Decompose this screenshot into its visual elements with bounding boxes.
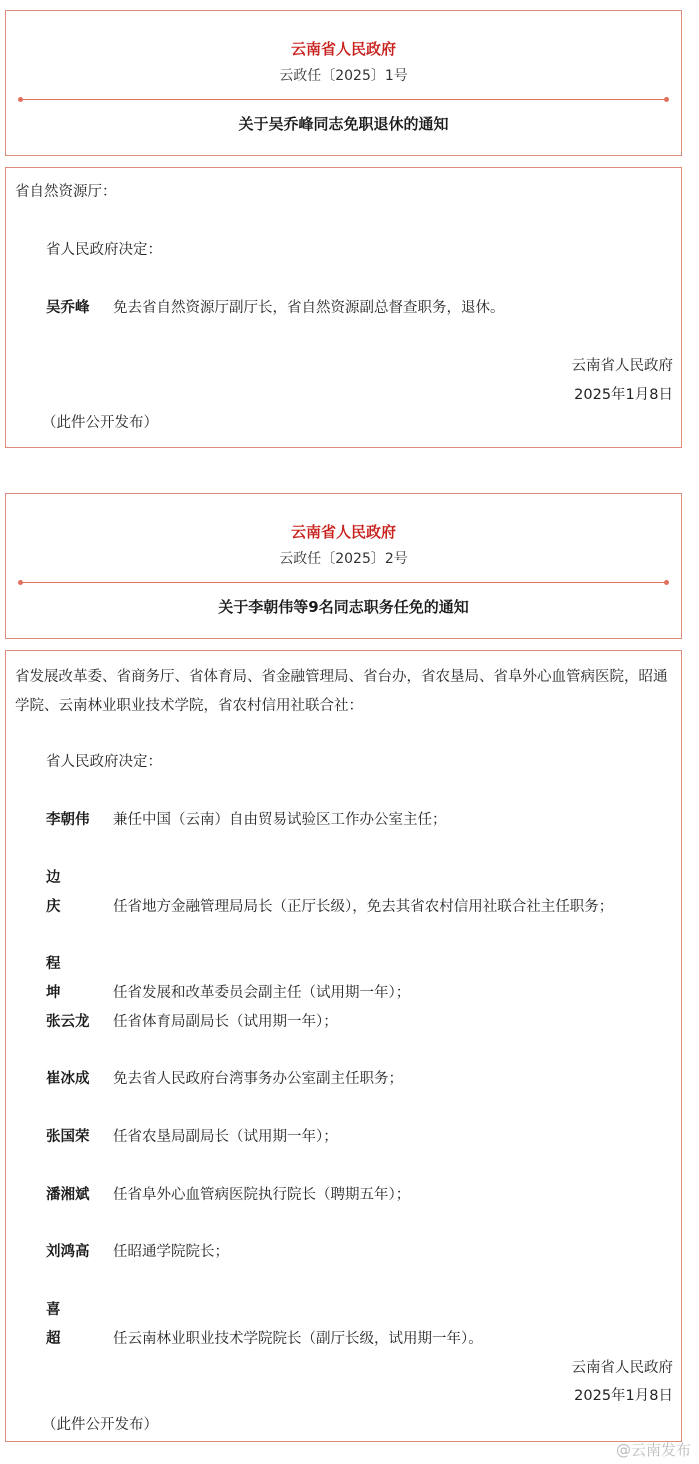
doc2-issuer: 云南省人民政府 (290, 523, 396, 541)
appointment-text: 兼任中国（云南）自由贸易试验区工作办公室主任； (113, 812, 447, 828)
weibo-watermark: @云南发布 (615, 1441, 691, 1459)
doc2-addressee: 省发展改革委、省商务厅、省体育局、省金融管理局、省台办，省农垦局、省阜外心血管病医院，昭通学院、云南林业职业技术学院，省农村信用社联合社： (15, 669, 668, 714)
doc2-header (5, 493, 682, 639)
appointee-name: 程坤 (46, 956, 73, 1001)
doc2-appointment (46, 1065, 673, 1094)
appointment-text: 任昭通学院院长； (113, 1244, 229, 1260)
doc1-publish-note: （此件公开发布） (42, 415, 158, 431)
doc2-signature: 云南省人民政府 (571, 1360, 673, 1376)
doc2-appointment (46, 806, 673, 835)
doc1-addressee: 省自然资源厅： (15, 184, 117, 200)
appointment-text: 任省发展和改革委员会副主任（试用期一年）； (113, 985, 411, 1001)
doc2-appointment (46, 1123, 673, 1152)
doc1-date: 2025年1月8日 (574, 387, 673, 403)
appointment-text: 任云南林业职业技术学院院长（副厅长级，试用期一年）。 (113, 1331, 483, 1347)
appointee-name: 边庆 (46, 870, 73, 915)
appointee-name: 潘湘斌 (46, 1187, 90, 1203)
doc2-appointment (46, 1008, 673, 1037)
doc2-appointment (46, 950, 673, 1008)
doc1-body (5, 167, 682, 448)
doc2-date: 2025年1月8日 (574, 1388, 673, 1404)
appointment-text: 任省体育局副局长（试用期一年）； (113, 1014, 338, 1030)
doc1-header (5, 10, 682, 156)
doc1-red-divider (20, 99, 667, 100)
doc2-title: 关于李朝伟等9名同志职务任免的通知 (218, 598, 469, 616)
appointment-text: 免去省人民政府台湾事务办公室副主任职务； (113, 1071, 403, 1087)
appointee-name: 李朝伟 (46, 812, 90, 828)
doc2-appointment (15, 864, 673, 922)
doc2-publish-note: （此件公开发布） (42, 1417, 158, 1433)
doc2-appointment (46, 1238, 673, 1267)
appointee-name: 刘鸿高 (46, 1244, 90, 1260)
doc2-body (5, 650, 682, 1442)
doc2-appointment (46, 1181, 673, 1210)
doc1-issuer: 云南省人民政府 (290, 40, 396, 58)
doc2-appointment (46, 1296, 673, 1354)
doc1-appointment (46, 294, 673, 323)
appointee-name: 张国荣 (46, 1129, 90, 1145)
appointee-name: 张云龙 (46, 1014, 90, 1030)
appointee-name: 吴乔峰 (46, 300, 90, 316)
appointee-name: 崔冰成 (46, 1071, 90, 1087)
doc2-doc-number: 云政任〔2025〕2号 (279, 551, 408, 567)
doc1-title: 关于吴乔峰同志免职退休的通知 (238, 115, 449, 133)
appointee-name: 喜超 (46, 1302, 73, 1347)
doc1-decision: 省人民政府决定： (46, 242, 162, 258)
appointment-text: 任省地方金融管理局局长（正厅长级），免去其省农村信用社联合社主任职务； (113, 899, 614, 915)
doc1-doc-number: 云政任〔2025〕1号 (279, 68, 408, 84)
appointment-text: 任省农垦局副局长（试用期一年）； (113, 1129, 338, 1145)
doc2-red-divider (20, 582, 667, 583)
doc1-signature: 云南省人民政府 (571, 358, 673, 374)
appointment-text: 任省阜外心血管病医院执行院长（聘期五年）； (113, 1187, 411, 1203)
doc2-decision: 省人民政府决定： (46, 754, 162, 770)
appointment-text: 免去省自然资源厅副厅长，省自然资源副总督查职务，退休。 (113, 300, 505, 316)
